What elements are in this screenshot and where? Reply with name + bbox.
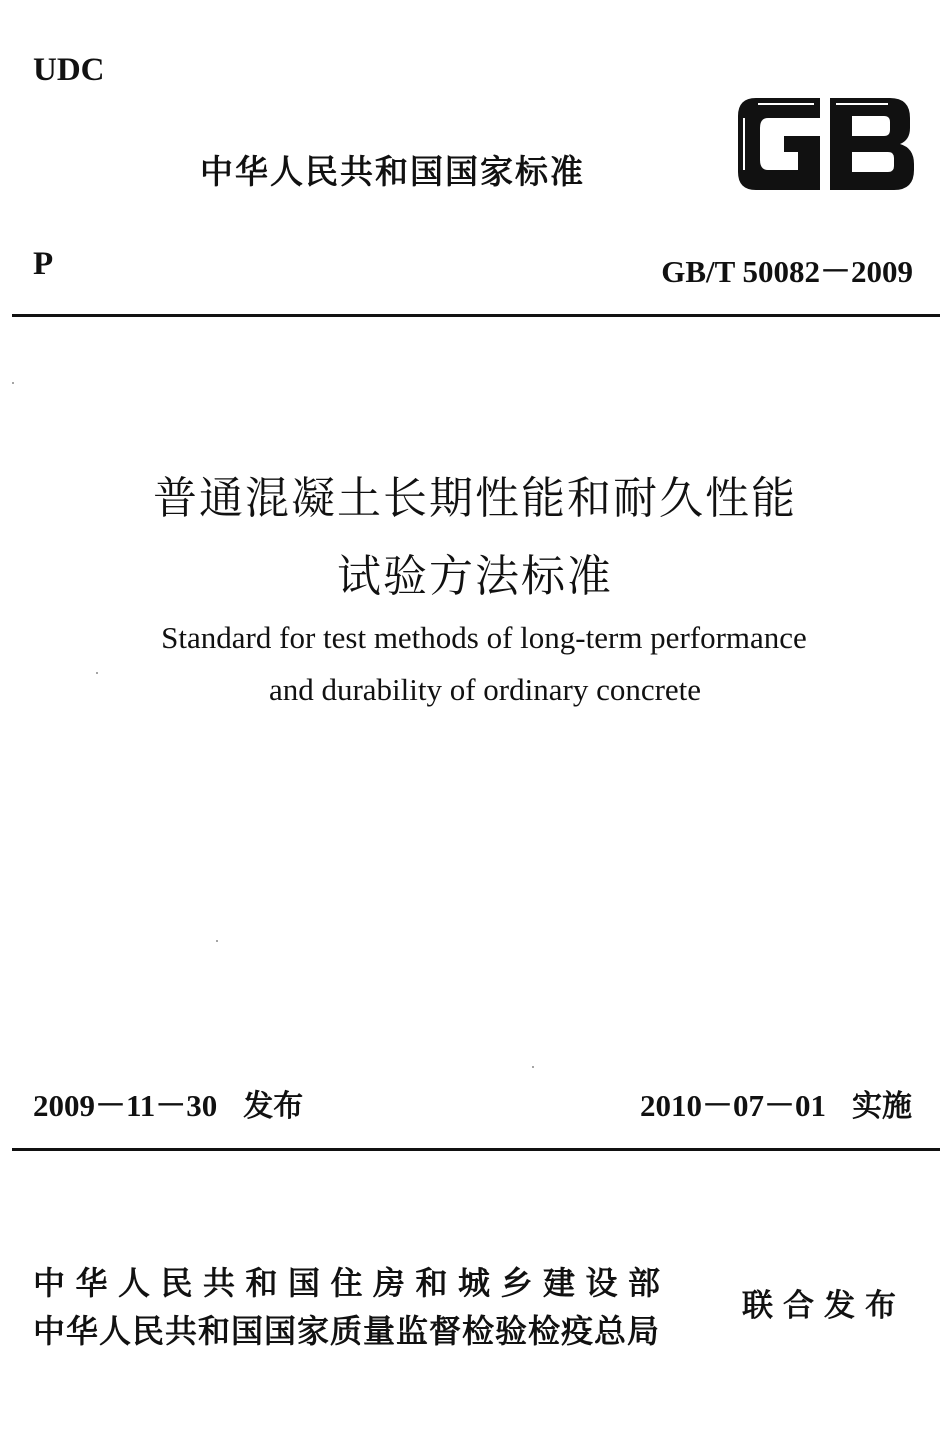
- effective-date-block: [640, 1080, 912, 1125]
- issue-date-block: [33, 1080, 303, 1125]
- scan-speck: [12, 382, 14, 384]
- title-en-line1: Standard for test methods of long-term performance: [161, 620, 807, 655]
- udc-label: UDC: [33, 52, 105, 88]
- category-letter: P: [33, 246, 54, 282]
- effective-label: 实施: [852, 1089, 912, 1124]
- scan-speck: [216, 940, 218, 942]
- title-cn-line2: 试验方法标准: [337, 551, 613, 602]
- issue-label: 发布: [243, 1089, 304, 1124]
- title-en-line2: and durability of ordinary concrete: [268, 672, 702, 707]
- scan-speck: [96, 672, 98, 674]
- issuer-line2: 中华人民共和国国家质量监督检验检疫总局: [33, 1312, 661, 1350]
- scan-speck: [532, 1066, 534, 1068]
- top-divider: [12, 314, 940, 317]
- issuer-line1: 中华人民共和国住房和城乡建设部: [33, 1264, 671, 1302]
- national-standard-heading: 中华人民共和国国家标准: [200, 152, 585, 191]
- title-cn-line1: 普通混凝土长期性能和耐久性能: [153, 473, 797, 524]
- issue-date: 2009－11－30: [33, 1088, 218, 1123]
- joint-issue-label: 联合发布: [742, 1288, 906, 1324]
- effective-date: 2010－07－01: [640, 1088, 826, 1123]
- standard-code: GB/T 50082－2009: [661, 254, 913, 289]
- bottom-divider: [12, 1148, 940, 1151]
- gb-logo: [738, 98, 914, 190]
